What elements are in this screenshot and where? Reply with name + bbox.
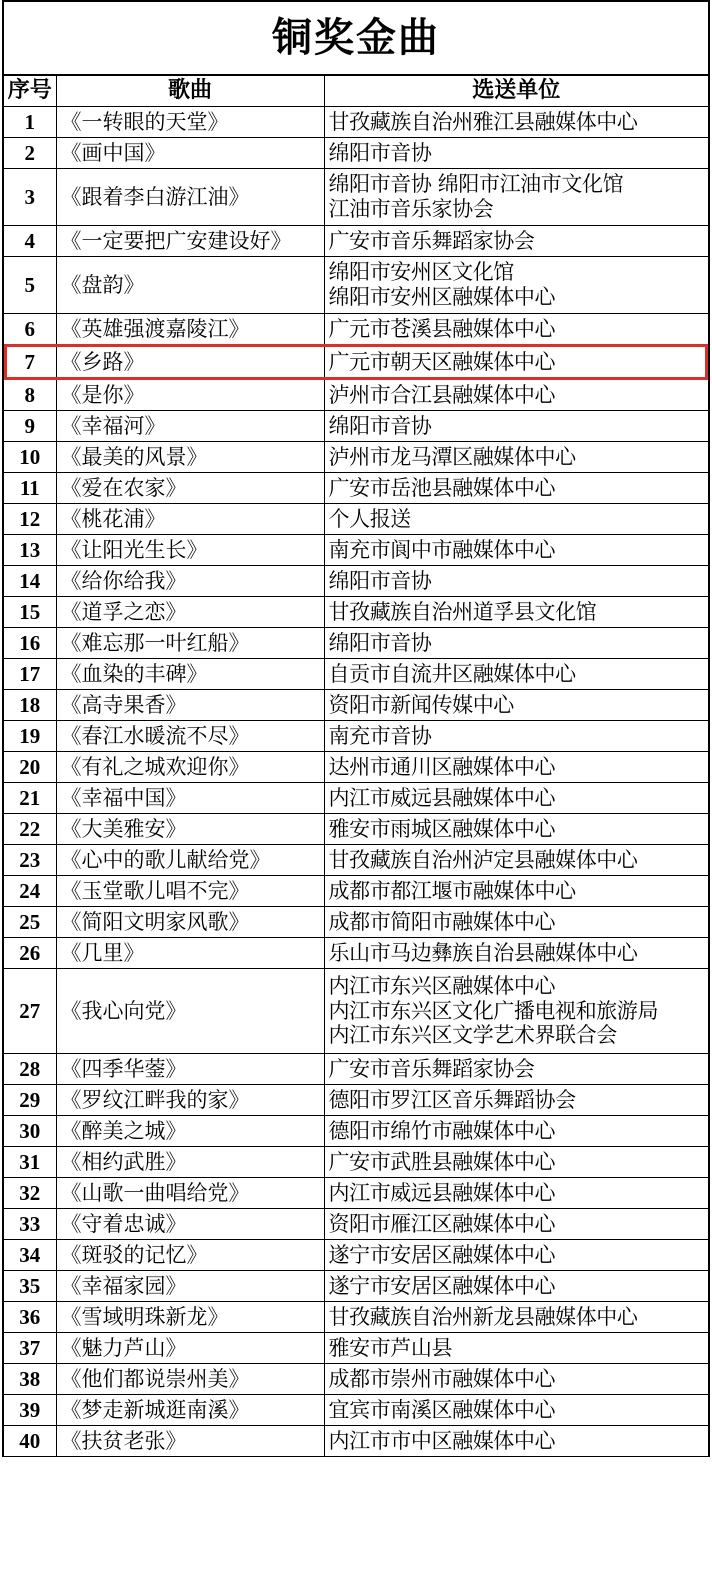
submitting-unit-line: 广元市苍溪县融媒体中心 xyxy=(328,316,556,341)
submitting-unit-line: 内江市市中区融媒体中心 xyxy=(328,1428,556,1453)
submitting-unit xyxy=(324,169,708,226)
submitting-unit-line: 内江市东兴区文学艺术界联合会 xyxy=(328,1023,617,1048)
table-row xyxy=(4,257,708,314)
row-number: 17 xyxy=(4,659,56,690)
submitting-unit-line: 广安市音乐舞蹈家协会 xyxy=(328,1056,535,1081)
submitting-unit-line: 遂宁市安居区融媒体中心 xyxy=(328,1273,556,1298)
table-row xyxy=(4,1054,708,1085)
submitting-unit-line: 绵阳市音协 xyxy=(328,568,432,593)
song-title: 《英雄强渡嘉陵江》 xyxy=(56,314,324,346)
song-title: 《醉美之城》 xyxy=(56,1116,324,1147)
row-number: 21 xyxy=(4,783,56,814)
submitting-unit xyxy=(324,752,708,783)
submitting-unit-line: 甘孜藏族自治州道孚县文化馆 xyxy=(328,599,597,624)
table-row xyxy=(4,1302,708,1333)
row-number: 26 xyxy=(4,938,56,969)
row-number: 5 xyxy=(4,257,56,314)
submitting-unit-line: 甘孜藏族自治州新龙县融媒体中心 xyxy=(328,1304,638,1329)
table-row xyxy=(4,938,708,969)
submitting-unit-line: 达州市通川区融媒体中心 xyxy=(328,754,556,779)
song-title: 《跟着李白游江油》 xyxy=(56,169,324,226)
submitting-unit xyxy=(324,659,708,690)
table-row xyxy=(4,690,708,721)
table-row xyxy=(4,1333,708,1364)
row-number: 31 xyxy=(4,1147,56,1178)
submitting-unit xyxy=(324,1054,708,1085)
song-title: 《高寺果香》 xyxy=(56,690,324,721)
submitting-unit-line: 成都市崇州市融媒体中心 xyxy=(328,1366,556,1391)
song-title: 《魅力芦山》 xyxy=(56,1333,324,1364)
song-title: 《难忘那一叶红船》 xyxy=(56,628,324,659)
submitting-unit-line: 甘孜藏族自治州雅江县融媒体中心 xyxy=(328,109,638,134)
submitting-unit xyxy=(324,1209,708,1240)
table-row xyxy=(4,721,708,752)
song-title: 《血染的丰碑》 xyxy=(56,659,324,690)
submitting-unit xyxy=(324,346,708,379)
song-title: 《道孚之恋》 xyxy=(56,597,324,628)
song-title: 《幸福家园》 xyxy=(56,1271,324,1302)
row-number: 8 xyxy=(4,379,56,411)
table-body xyxy=(4,107,708,1457)
submitting-unit xyxy=(324,1116,708,1147)
table-row xyxy=(4,752,708,783)
submitting-unit-line: 内江市威远县融媒体中心 xyxy=(328,1180,556,1205)
row-number: 4 xyxy=(4,226,56,257)
row-number: 24 xyxy=(4,876,56,907)
row-number: 30 xyxy=(4,1116,56,1147)
submitting-unit xyxy=(324,504,708,535)
row-number: 2 xyxy=(4,138,56,169)
song-title: 《是你》 xyxy=(56,379,324,411)
row-number: 9 xyxy=(4,411,56,442)
song-title: 《爱在农家》 xyxy=(56,473,324,504)
submitting-unit xyxy=(324,1395,708,1426)
header-unit: 选送单位 xyxy=(324,76,708,107)
table-row xyxy=(4,907,708,938)
song-title: 《桃花浦》 xyxy=(56,504,324,535)
table-row xyxy=(4,314,708,346)
submitting-unit-line: 绵阳市音协 xyxy=(328,413,432,438)
table-row xyxy=(4,1085,708,1116)
row-number: 6 xyxy=(4,314,56,346)
submitting-unit xyxy=(324,783,708,814)
song-title: 《我心向党》 xyxy=(56,969,324,1054)
row-number: 20 xyxy=(4,752,56,783)
table-row xyxy=(4,783,708,814)
song-title: 《玉堂歌儿唱不完》 xyxy=(56,876,324,907)
table-row xyxy=(4,1178,708,1209)
table-row xyxy=(4,411,708,442)
submitting-unit xyxy=(324,597,708,628)
submitting-unit-line: 遂宁市安居区融媒体中心 xyxy=(328,1242,556,1267)
submitting-unit xyxy=(324,1240,708,1271)
table-row xyxy=(4,1364,708,1395)
table-row xyxy=(4,107,708,138)
submitting-unit xyxy=(324,1302,708,1333)
submitting-unit xyxy=(324,1271,708,1302)
submitting-unit-line: 广元市朝天区融媒体中心 xyxy=(328,349,556,374)
table-header-row xyxy=(4,76,708,107)
table-row-highlighted xyxy=(4,346,708,379)
table-row xyxy=(4,379,708,411)
row-number: 7 xyxy=(4,346,56,379)
submitting-unit xyxy=(324,442,708,473)
row-number: 25 xyxy=(4,907,56,938)
submitting-unit xyxy=(324,938,708,969)
row-number: 11 xyxy=(4,473,56,504)
table-row xyxy=(4,473,708,504)
row-number: 34 xyxy=(4,1240,56,1271)
submitting-unit-line: 广安市武胜县融媒体中心 xyxy=(328,1149,556,1174)
row-number: 14 xyxy=(4,566,56,597)
submitting-unit-line: 南充市音协 xyxy=(328,723,432,748)
table-row xyxy=(4,1426,708,1457)
row-number: 1 xyxy=(4,107,56,138)
submitting-unit xyxy=(324,1426,708,1457)
submitting-unit-line: 绵阳市音协 xyxy=(328,140,432,165)
row-number: 19 xyxy=(4,721,56,752)
song-title: 《幸福中国》 xyxy=(56,783,324,814)
submitting-unit xyxy=(324,1333,708,1364)
song-title: 《给你给我》 xyxy=(56,566,324,597)
submitting-unit xyxy=(324,814,708,845)
submitting-unit-line: 内江市东兴区融媒体中心 xyxy=(328,974,556,999)
submitting-unit-line: 绵阳市音协 绵阳市江油市文化馆 xyxy=(328,172,624,197)
submitting-unit-line: 自贡市自流井区融媒体中心 xyxy=(328,661,576,686)
submitting-unit xyxy=(324,907,708,938)
table-row xyxy=(4,876,708,907)
submitting-unit xyxy=(324,535,708,566)
submitting-unit-line: 内江市威远县融媒体中心 xyxy=(328,785,556,810)
row-number: 13 xyxy=(4,535,56,566)
table-row xyxy=(4,1395,708,1426)
song-title: 《有礼之城欢迎你》 xyxy=(56,752,324,783)
submitting-unit xyxy=(324,411,708,442)
song-title: 《简阳文明家风歌》 xyxy=(56,907,324,938)
submitting-unit-line: 雅安市芦山县 xyxy=(328,1335,453,1360)
song-title: 《雪域明珠新龙》 xyxy=(56,1302,324,1333)
submitting-unit xyxy=(324,969,708,1054)
song-title: 《画中国》 xyxy=(56,138,324,169)
song-title: 《四季华蓥》 xyxy=(56,1054,324,1085)
submitting-unit-line: 个人报送 xyxy=(328,506,411,531)
song-title: 《梦走新城逛南溪》 xyxy=(56,1395,324,1426)
table-row xyxy=(4,535,708,566)
table-row xyxy=(4,1116,708,1147)
song-title: 《心中的歌儿献给党》 xyxy=(56,845,324,876)
song-title: 《幸福河》 xyxy=(56,411,324,442)
row-number: 40 xyxy=(4,1426,56,1457)
row-number: 28 xyxy=(4,1054,56,1085)
song-title: 《他们都说崇州美》 xyxy=(56,1364,324,1395)
table-row xyxy=(4,1240,708,1271)
submitting-unit xyxy=(324,566,708,597)
song-title: 《扶贫老张》 xyxy=(56,1426,324,1457)
row-number: 16 xyxy=(4,628,56,659)
submitting-unit xyxy=(324,314,708,346)
table-row xyxy=(4,442,708,473)
song-title: 《守着忠诚》 xyxy=(56,1209,324,1240)
submitting-unit-line: 泸州市合江县融媒体中心 xyxy=(328,382,556,407)
row-number: 15 xyxy=(4,597,56,628)
table-row xyxy=(4,1209,708,1240)
submitting-unit xyxy=(324,473,708,504)
row-number: 33 xyxy=(4,1209,56,1240)
song-title: 《让阳光生长》 xyxy=(56,535,324,566)
table-row xyxy=(4,659,708,690)
row-number: 35 xyxy=(4,1271,56,1302)
row-number: 38 xyxy=(4,1364,56,1395)
submitting-unit-line: 乐山市马边彝族自治县融媒体中心 xyxy=(328,940,638,965)
song-title: 《大美雅安》 xyxy=(56,814,324,845)
row-number: 18 xyxy=(4,690,56,721)
table-row xyxy=(4,628,708,659)
submitting-unit-line: 南充市阆中市融媒体中心 xyxy=(328,537,556,562)
submitting-unit-line: 雅安市雨城区融媒体中心 xyxy=(328,816,556,841)
row-number: 27 xyxy=(4,969,56,1054)
song-title: 《斑驳的记忆》 xyxy=(56,1240,324,1271)
submitting-unit xyxy=(324,1147,708,1178)
table-row xyxy=(4,814,708,845)
song-title: 《相约武胜》 xyxy=(56,1147,324,1178)
song-title: 《罗纹江畔我的家》 xyxy=(56,1085,324,1116)
row-number: 23 xyxy=(4,845,56,876)
row-number: 12 xyxy=(4,504,56,535)
row-number: 39 xyxy=(4,1395,56,1426)
table-row xyxy=(4,1147,708,1178)
row-number: 10 xyxy=(4,442,56,473)
submitting-unit-line: 资阳市新闻传媒中心 xyxy=(328,692,514,717)
page-title: 铜奖金曲 xyxy=(4,2,708,76)
award-table xyxy=(4,76,708,1457)
submitting-unit xyxy=(324,226,708,257)
submitting-unit xyxy=(324,1085,708,1116)
table-row xyxy=(4,566,708,597)
table-row xyxy=(4,138,708,169)
submitting-unit-line: 资阳市雁江区融媒体中心 xyxy=(328,1211,556,1236)
table-row xyxy=(4,969,708,1054)
header-song: 歌曲 xyxy=(56,76,324,107)
song-title: 《山歌一曲唱给党》 xyxy=(56,1178,324,1209)
submitting-unit-line: 成都市简阳市融媒体中心 xyxy=(328,909,556,934)
row-number: 37 xyxy=(4,1333,56,1364)
submitting-unit xyxy=(324,845,708,876)
song-title: 《春江水暖流不尽》 xyxy=(56,721,324,752)
header-no: 序号 xyxy=(4,76,56,107)
submitting-unit xyxy=(324,690,708,721)
submitting-unit-line: 甘孜藏族自治州泸定县融媒体中心 xyxy=(328,847,638,872)
song-title: 《一转眼的天堂》 xyxy=(56,107,324,138)
award-sheet xyxy=(2,0,710,1457)
table-row xyxy=(4,1271,708,1302)
submitting-unit-line: 绵阳市安州区融媒体中心 xyxy=(328,285,556,309)
song-title: 《最美的风景》 xyxy=(56,442,324,473)
table-row xyxy=(4,226,708,257)
submitting-unit-line: 德阳市绵竹市融媒体中心 xyxy=(328,1118,556,1143)
row-number: 29 xyxy=(4,1085,56,1116)
table-row xyxy=(4,169,708,226)
song-title: 《几里》 xyxy=(56,938,324,969)
submitting-unit-line: 德阳市罗江区音乐舞蹈协会 xyxy=(328,1087,576,1112)
song-title: 《乡路》 xyxy=(56,346,324,379)
submitting-unit-line: 内江市东兴区文化广播电视和旅游局 xyxy=(328,998,659,1023)
song-title: 《盘韵》 xyxy=(56,257,324,314)
row-number: 3 xyxy=(4,169,56,226)
table-row xyxy=(4,597,708,628)
submitting-unit xyxy=(324,628,708,659)
submitting-unit-line: 广安市岳池县融媒体中心 xyxy=(328,475,556,500)
submitting-unit xyxy=(324,721,708,752)
submitting-unit xyxy=(324,138,708,169)
submitting-unit-line: 绵阳市安州区文化馆 xyxy=(328,260,514,285)
row-number: 22 xyxy=(4,814,56,845)
submitting-unit xyxy=(324,379,708,411)
submitting-unit-line: 江油市音乐家协会 xyxy=(328,197,494,221)
song-title: 《一定要把广安建设好》 xyxy=(56,226,324,257)
submitting-unit xyxy=(324,107,708,138)
submitting-unit-line: 成都市都江堰市融媒体中心 xyxy=(328,878,576,903)
row-number: 36 xyxy=(4,1302,56,1333)
submitting-unit-line: 广安市音乐舞蹈家协会 xyxy=(328,228,535,253)
submitting-unit-line: 绵阳市音协 xyxy=(328,630,432,655)
submitting-unit xyxy=(324,1364,708,1395)
table-row xyxy=(4,504,708,535)
submitting-unit xyxy=(324,876,708,907)
row-number: 32 xyxy=(4,1178,56,1209)
table-row xyxy=(4,845,708,876)
submitting-unit xyxy=(324,1178,708,1209)
submitting-unit-line: 泸州市龙马潭区融媒体中心 xyxy=(328,444,576,469)
submitting-unit-line: 宜宾市南溪区融媒体中心 xyxy=(328,1397,556,1422)
submitting-unit xyxy=(324,257,708,314)
